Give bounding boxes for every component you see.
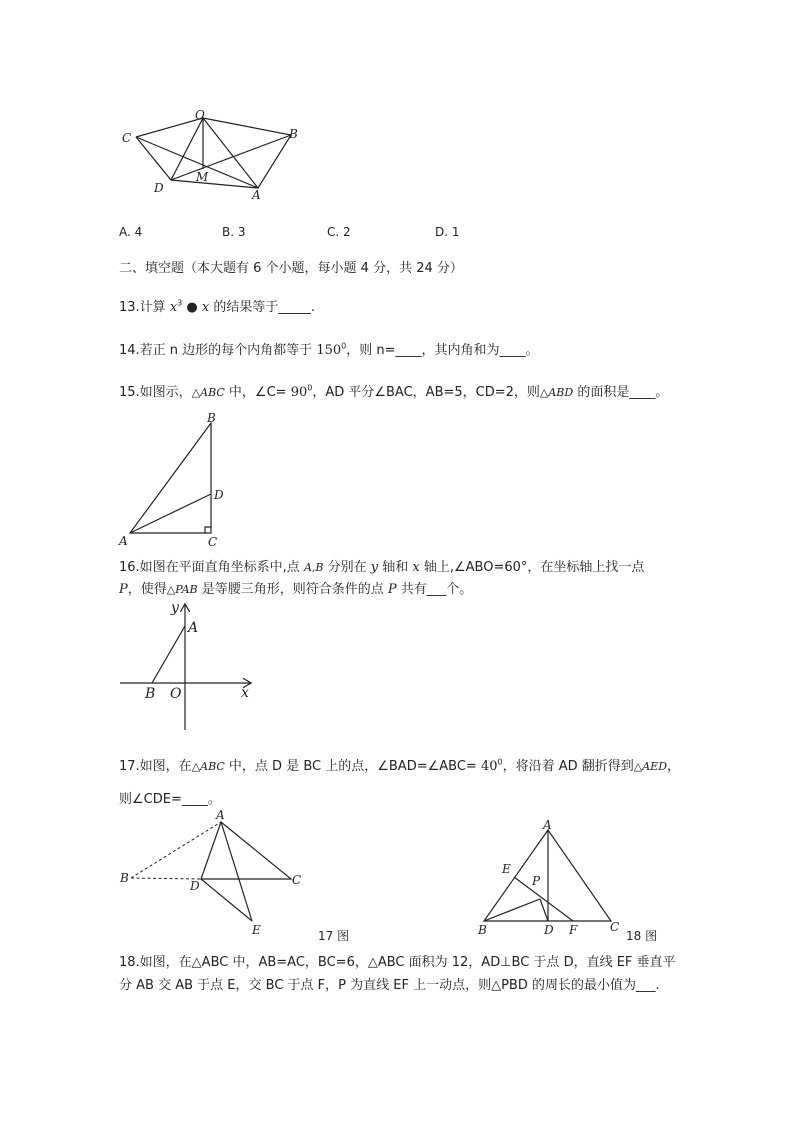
label-A: A: [216, 808, 225, 822]
figure-q12: [115, 105, 315, 205]
question-16-line2: P，使得△PAB 是等腰三角形，则符合条件的点 P 共有___个。: [119, 582, 473, 597]
label-B: B: [120, 871, 129, 885]
question-17-line1: 17.如图，在△ABC 中，点 D 是 BC 上的点，∠BAD=∠ABC= $40^0$，将沿着 AD 翻折得到△AED，: [119, 757, 681, 774]
question-18-line1: 18.如图，在△ABC 中，AB=AC，BC=6，△ABC 面积为 12，AD⊥BC 于点 D，直线 EF 垂直平: [119, 955, 676, 970]
label-F: F: [569, 923, 578, 937]
label-A: A: [543, 818, 552, 832]
option-c: C. 2: [327, 225, 351, 239]
label-O: O: [170, 686, 182, 702]
question-15: 15.如图示，△ABC 中，∠C= $90^0$，AD 平分∠BAC，AB=5，CD=2，则△ABD 的面积是____。: [119, 383, 669, 400]
question-18-line2: 分 AB 交 AB 于点 E，交 BC 于点 F，P 为直线 EF 上一动点，则△PBD 的周长的最小值为___.: [119, 978, 660, 993]
question-14: 14.若正 n 边形的每个内角都等于 $150^0$，则 n=____，其内角和为____。: [119, 341, 539, 358]
label-D: D: [214, 488, 224, 502]
question-17-line2: 则∠CDE=____。: [119, 792, 221, 807]
label-D: D: [544, 923, 554, 937]
question-16-line1: 16.如图在平面直角坐标系中,点 A,B 分别在 y 轴和 x 轴上,∠ABO=60°，在坐标轴上找一点: [119, 560, 645, 575]
figure-q17: [115, 805, 315, 945]
label-A: A: [188, 620, 199, 636]
figure-q17-lines: [131, 822, 291, 921]
label-P: P: [532, 874, 541, 888]
label-y: y: [171, 600, 179, 616]
label-C: C: [122, 131, 132, 145]
section-title: 二、填空题（本大题有 6 个小题，每小题 4 分，共 24 分）: [119, 261, 463, 276]
label-B: B: [289, 127, 298, 141]
label-C: C: [208, 535, 218, 549]
label-D: D: [190, 879, 200, 893]
question-13: 13.计算 $x^3$ ● x 的结果等于_____.: [119, 298, 315, 315]
figure-q15-lines: [130, 423, 211, 533]
option-d: D. 1: [435, 225, 460, 239]
label-B: B: [478, 923, 487, 937]
label-C: C: [610, 920, 620, 934]
label-E: E: [502, 862, 511, 876]
label-B: B: [145, 686, 156, 702]
label-E: E: [252, 923, 261, 937]
label-x: x: [241, 685, 249, 701]
label-O: O: [195, 108, 205, 122]
figure-q18: [470, 815, 630, 940]
caption-17: 17 图: [318, 929, 350, 943]
figure-q12-lines: [136, 118, 291, 188]
label-C: C: [292, 873, 302, 887]
option-b: B. 3: [222, 225, 246, 239]
figure-q16-axes: [120, 605, 250, 730]
figure-q15: [115, 410, 235, 550]
label-A: A: [252, 188, 261, 202]
label-B: B: [207, 411, 216, 425]
option-a: A. 4: [119, 225, 143, 239]
label-A: A: [119, 534, 128, 548]
label-D: D: [154, 181, 164, 195]
figure-q16: [115, 595, 260, 735]
caption-18: 18 图: [626, 929, 658, 943]
label-M: M: [196, 170, 209, 184]
